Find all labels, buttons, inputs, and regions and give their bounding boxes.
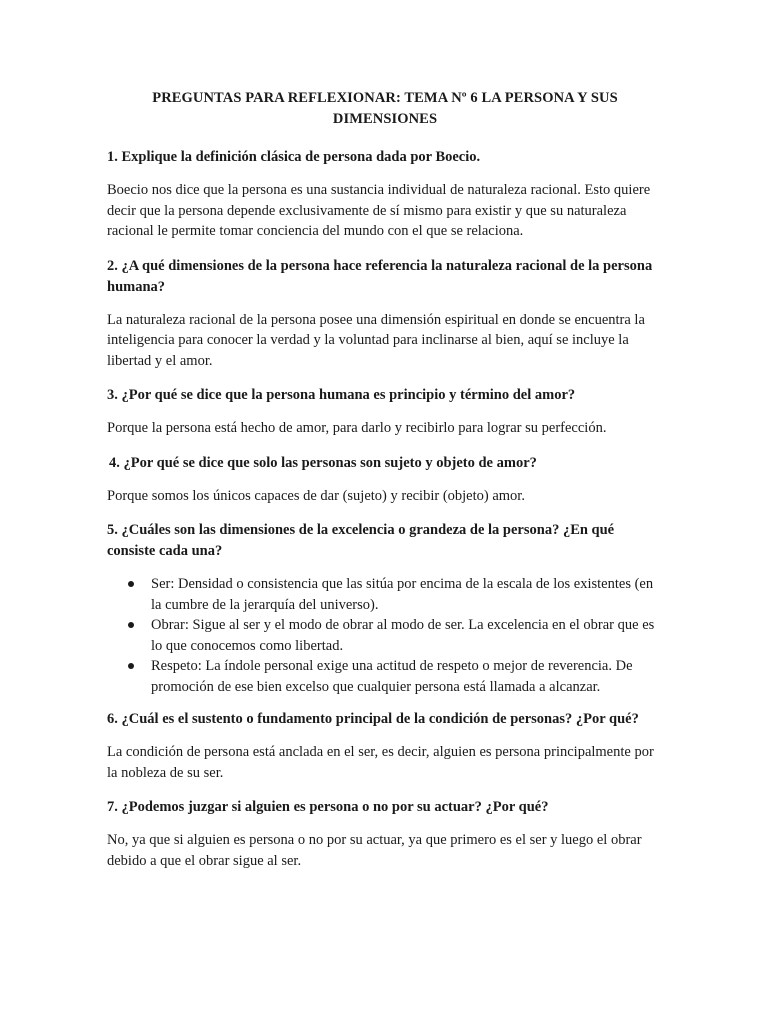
document-page (107, 88, 663, 885)
bullet-icon (128, 663, 134, 669)
question-3: 3. ¿Por qué se dice que la persona humana es principio y término del amor? (107, 387, 576, 403)
question-1: 1. Explique la definición clásica de persona dada por Boecio. (107, 149, 481, 165)
answer-4: Porque somos los únicos capaces de dar (sujeto) y recibir (objeto) amor. (107, 487, 525, 504)
bullet-icon (128, 581, 134, 587)
question-7: 7. ¿Podemos juzgar si alguien es persona o no por su actuar? ¿Por qué? (107, 799, 549, 815)
list-item-text: Ser: Densidad o consistencia que las sitúa por encima de la escala de los existentes (en la cumbre de la jerarquía del universo). (151, 576, 654, 613)
answer-7: No, ya que si alguien es persona o no por su actuar, ya que primero es el ser y luego el obrar debido a que el obrar sigue al ser. (107, 832, 642, 869)
question-2: 2. ¿A qué dimensiones de la persona hace referencia la naturaleza racional de la persona humana? (107, 257, 653, 295)
answer-2: La naturaleza racional de la persona posee una dimensión espiritual en donde se encuentra la inteligencia para conocer la verdad y la voluntad para inclinarse al bien, aquí se incluye la libertad y el amor. (107, 311, 645, 369)
document-title: PREGUNTAS PARA REFLEXIONAR: TEMA Nº 6 LA PERSONA Y SUS DIMENSIONES (152, 90, 618, 127)
list-item (151, 615, 663, 656)
answer-1: Boecio nos dice que la persona es una sustancia individual de naturaleza racional. Esto quiere decir que la persona depende exclusivamente de sí mismo para existir y que su naturaleza racional le permite tomar conciencia del mundo con el que se relaciona. (107, 182, 651, 239)
list-item-text: Respeto: La índole personal exige una actitud de respeto o mejor de reverencia. De promoción de ese bien excelso que cualquier persona está llamada a alcanzar. (151, 658, 633, 695)
question-4: 4. ¿Por qué se dice que solo las personas son sujeto y objeto de amor? (109, 454, 537, 471)
question-5: 5. ¿Cuáles son las dimensiones de la excelencia o grandeza de la persona? ¿En qué consiste cada una? (107, 522, 615, 559)
list-item-text: Obrar: Sigue al ser y el modo de obrar al modo de ser. La excelencia en el obrar que es lo que conocemos como libertad. (151, 617, 655, 654)
bullet-icon (128, 622, 134, 628)
answer-5-list (107, 574, 663, 697)
answer-3: Porque la persona está hecho de amor, para darlo y recibirlo para lograr su perfección. (107, 420, 607, 436)
answer-6: La condición de persona está anclada en el ser, es decir, alguien es persona principalmente por la nobleza de su ser. (107, 744, 654, 781)
question-6: 6. ¿Cuál es el sustento o fundamento principal de la condición de personas? ¿Por qué? (107, 711, 639, 727)
list-item (151, 656, 663, 697)
list-item (151, 574, 663, 615)
